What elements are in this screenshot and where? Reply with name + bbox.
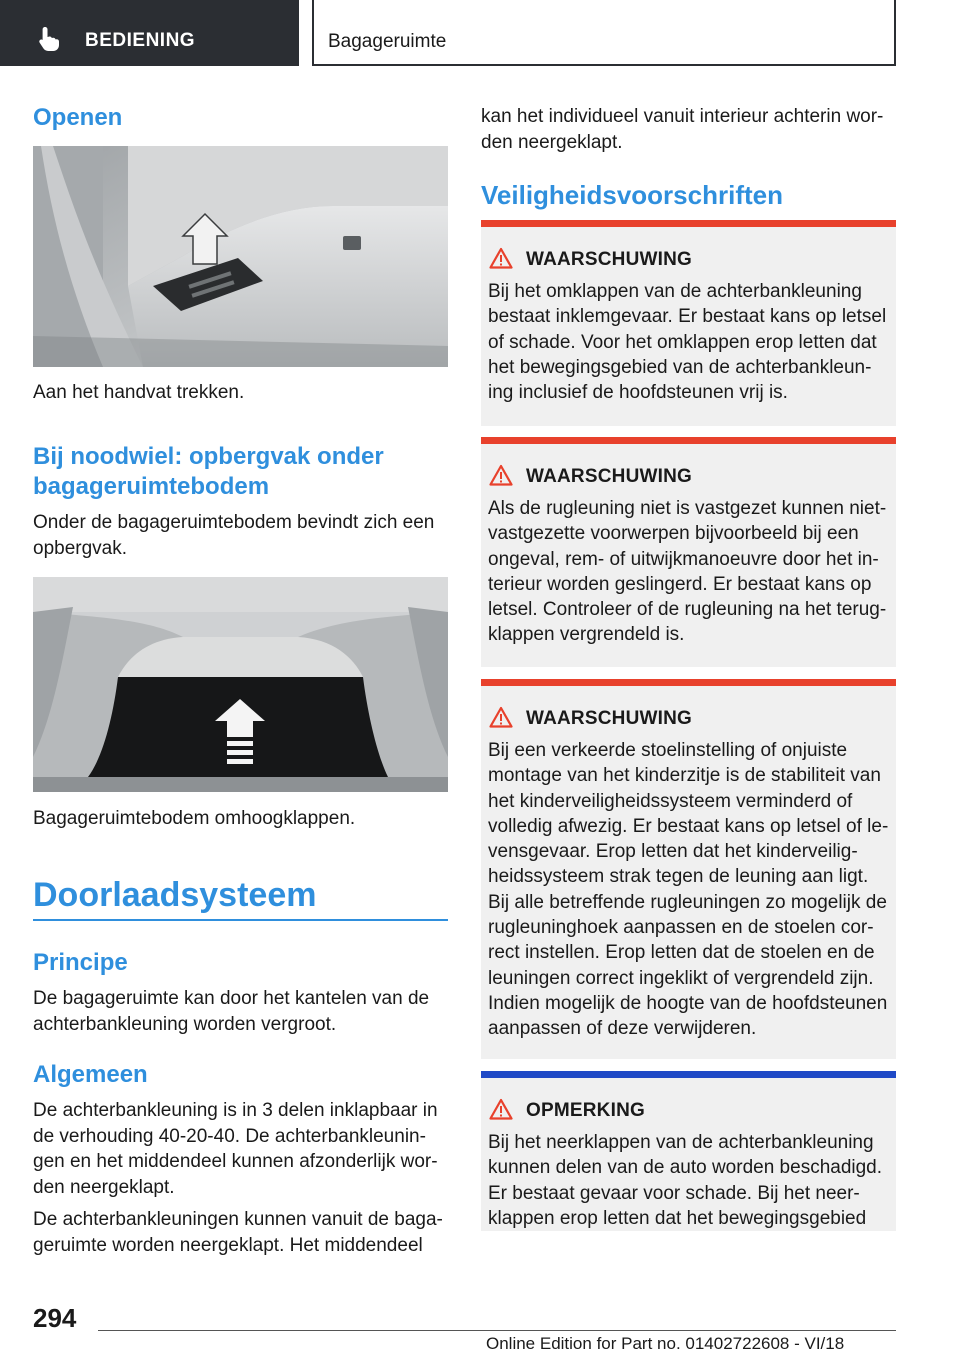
warning-title: WAARSCHUWING — [526, 708, 692, 729]
text-line: het bewegingsgebied van de achterbankleun- — [488, 356, 872, 378]
noodwiel-text — [33, 510, 434, 561]
text-line: vastgezette voorwerpen bijvoorbeeld bij een — [488, 523, 859, 545]
heading-underline — [33, 919, 448, 921]
text-line: of schade. Voor het omklappen erop letten dat — [488, 331, 877, 353]
text-line: volledig afwezig. Er bestaat kans op letsel of le- — [488, 815, 889, 837]
algemeen-paragraph-2 — [33, 1207, 443, 1258]
noodwiel-heading-line: bagageruimtebodem — [33, 473, 270, 500]
text-line: het kinderveiligheidssysteem verminderd of — [488, 790, 853, 812]
principe-text — [33, 986, 429, 1037]
trunk-floor-illustration — [33, 577, 448, 792]
note-bar — [481, 1071, 896, 1078]
text-line: heidssysteem strak tegen de leuning aan ligt. — [488, 866, 869, 888]
doorlaad-heading: Doorlaadsysteem — [33, 876, 317, 914]
photo-trunk-handle — [33, 146, 448, 367]
text-line: Er bestaat gevaar voor schade. Bij het neer- — [488, 1182, 860, 1204]
text-line: klappen vergrendeld is. — [488, 624, 685, 646]
algemeen-paragraph-1 — [33, 1098, 438, 1200]
page-number: 294 — [33, 1303, 77, 1333]
header-title-box — [312, 0, 896, 66]
text-line: Bij het omklappen van de achterbankleuning — [488, 281, 862, 302]
text-line: achterbankleuning worden vergroot. — [33, 1013, 337, 1035]
photo-trunk-floor — [33, 577, 448, 792]
openen-heading: Openen — [33, 104, 123, 131]
text-line: kan het individueel vanuit interieur achterin wor- — [481, 106, 884, 127]
text-line: opbergvak. — [33, 537, 128, 559]
text-line: Indien mogelijk de hoogte van de hoofdsteunen — [488, 992, 888, 1014]
header-section-tab — [0, 0, 299, 66]
warning-title: WAARSCHUWING — [526, 249, 692, 270]
principe-heading: Principe — [33, 949, 128, 976]
text-line: gen en het middendeel kunnen afzonderlijk wor- — [33, 1151, 438, 1172]
text-line: aanpassen of deze verwijderen. — [488, 1018, 757, 1040]
text-line: rect instellen. Erop letten dat de stoelen en de — [488, 942, 875, 964]
text-line: den neergeklapt. — [481, 131, 623, 153]
veilig-heading: Veiligheidsvoorschriften — [481, 180, 783, 210]
continued-text — [481, 104, 883, 155]
text-line: terieur worden geslingerd. Er bestaat kans op — [488, 573, 872, 595]
noodwiel-caption: Bagageruimtebodem omhoogklappen. — [33, 808, 356, 829]
text-line: letsel. Controleer of de rugleuning na het terug- — [488, 599, 887, 621]
warning-bar — [481, 437, 896, 444]
header-section-label: BEDIENING — [85, 30, 196, 51]
text-line: vensgevaar. Erop letten dat het kinderveilig- — [488, 841, 858, 863]
warning-triangle-icon — [489, 706, 513, 728]
warning-box — [481, 437, 896, 667]
trunk-handle-illustration — [33, 146, 448, 367]
footer-divider — [98, 1330, 896, 1331]
warning-triangle-icon — [489, 1098, 513, 1120]
text-line: Als de rugleuning niet is vastgezet kunnen niet- — [488, 498, 887, 519]
warning-body — [488, 738, 892, 1042]
algemeen-heading: Algemeen — [33, 1061, 148, 1088]
text-line: De achterbankleuningen kunnen vanuit de baga- — [33, 1209, 443, 1230]
header-title: Bagageruimte — [328, 31, 447, 52]
warning-title: WAARSCHUWING — [526, 466, 692, 487]
text-line: kunnen delen van de auto worden beschadigd. — [488, 1157, 883, 1179]
text-line: de verhouding 40-20-40. De achterbankleunin- — [33, 1125, 426, 1147]
text-line: Bij alle betreffende rugleuningen zo mogelijk de — [488, 891, 887, 913]
text-line: den neergeklapt. — [33, 1176, 175, 1198]
text-line: montage van het kinderzitje is de stabiliteit van — [488, 765, 881, 787]
text-line: Bij het neerklappen van de achterbankleuning — [488, 1132, 874, 1153]
note-title: OPMERKING — [526, 1100, 645, 1121]
noodwiel-heading — [33, 442, 384, 502]
warning-body — [488, 279, 892, 405]
text-line: ongeval, rem- of uitwijkmanoeuvre door het in- — [488, 548, 879, 570]
warning-bar — [481, 220, 896, 227]
text-line: geruimte worden neergeklapt. Het middendeel — [33, 1234, 423, 1256]
warning-bar — [481, 679, 896, 686]
note-body — [488, 1130, 892, 1231]
warning-box — [481, 679, 896, 1059]
footer-edition: Online Edition for Part no. 01402722608 - VI/18 — [486, 1334, 845, 1353]
openen-caption: Aan het handvat trekken. — [33, 382, 245, 403]
warning-triangle-icon — [489, 247, 513, 269]
text-line: bestaat inklemgevaar. Er bestaat kans op letsel — [488, 306, 887, 328]
hand-pointer-icon — [38, 26, 62, 52]
warning-body — [488, 496, 892, 648]
text-line: De achterbankleuning is in 3 delen inklapbaar in — [33, 1100, 438, 1121]
text-line: leuningen correct ingeklikt of vergrendeld zijn. — [488, 967, 874, 989]
text-line: Onder de bagageruimtebodem bevindt zich een — [33, 512, 435, 533]
text-line: ing inclusief de hoofdsteunen vrij is. — [488, 382, 788, 404]
warning-box — [481, 220, 896, 426]
note-box — [481, 1071, 896, 1231]
warning-triangle-icon — [489, 464, 513, 486]
text-line: rugleuninghoek aanpassen en de stoelen cor- — [488, 917, 874, 939]
text-line: Bij een verkeerde stoelinstelling of onjuiste — [488, 740, 848, 761]
text-line: klappen erop letten dat het bewegingsgebied — [488, 1207, 867, 1229]
text-line: De bagageruimte kan door het kantelen van de — [33, 988, 430, 1009]
noodwiel-heading-line: Bij noodwiel: opbergvak onder — [33, 443, 384, 470]
